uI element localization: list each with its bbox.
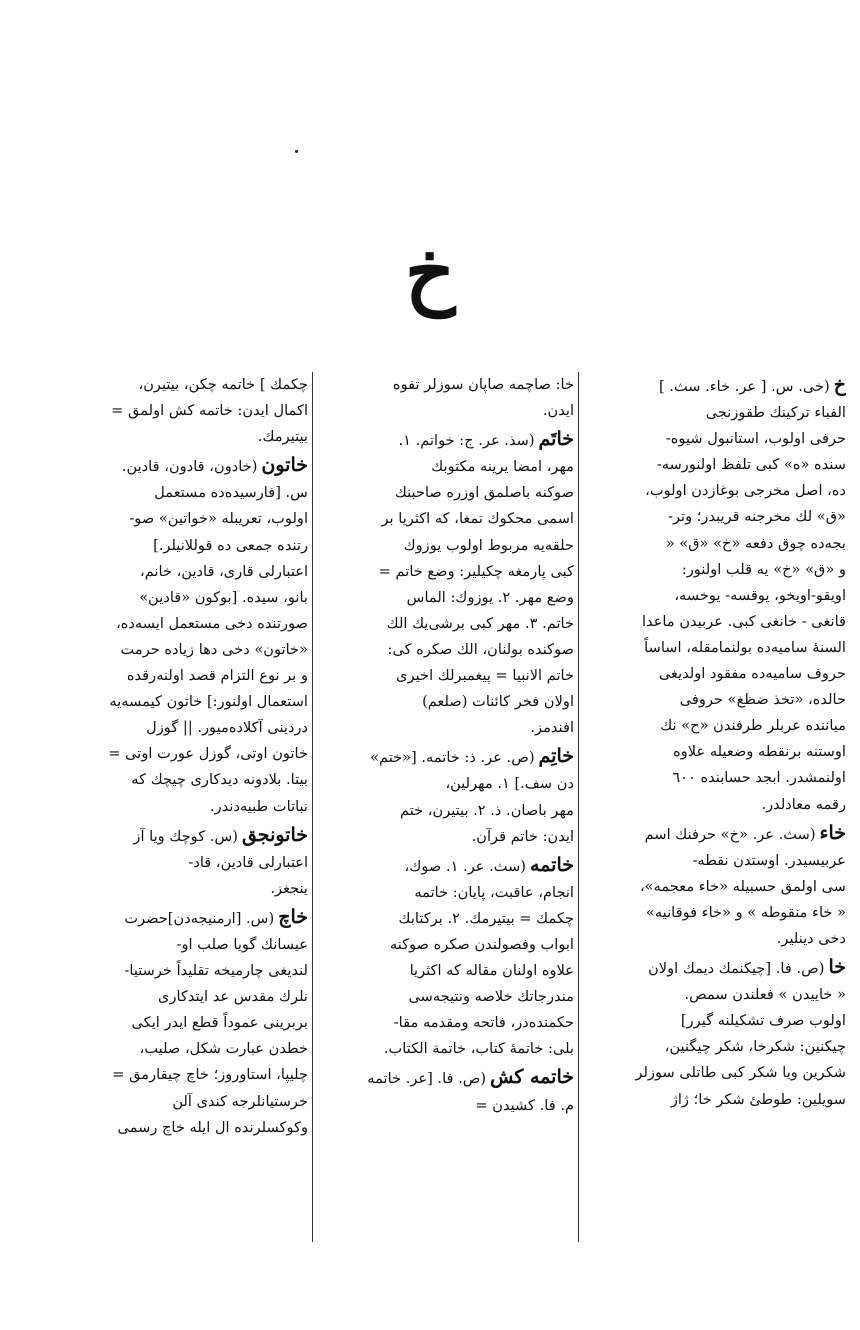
entry-line — [584, 1060, 846, 1086]
entry-text: «ق» لك مخرجنه قریبدر؛ وتر- — [668, 508, 846, 526]
entry-text: کبی پارمغه چکیلیر: وضع خاتم = — [378, 562, 574, 580]
entry-line — [318, 689, 574, 715]
entry-line — [584, 848, 846, 874]
entry-line — [584, 982, 846, 1008]
entry-text: نباتات طبیه‌دندر. — [210, 797, 308, 815]
ink-dot — [295, 150, 298, 153]
entry-text: وضع مهر. ٢. یوزوك: الماس — [406, 588, 574, 606]
entry-text: (س. [ارمنیجه‌دن]حضرت — [124, 909, 275, 927]
entry-text: (خی. س. [ عر. خاء. سث. ] — [658, 378, 830, 395]
entry-text: م. فا. کشیدن = — [475, 1096, 574, 1114]
entry-headword: خا — [828, 956, 846, 979]
entry-line — [584, 820, 846, 848]
dictionary-entry — [318, 852, 574, 1063]
entry-text: اولوب، تعریبله «خواتین» صو- — [129, 510, 308, 528]
entry-line — [584, 954, 846, 982]
entry-text: اولان فخر کائنات (صلعم) — [422, 693, 574, 711]
entry-line — [52, 1089, 308, 1115]
entry-line — [52, 741, 308, 767]
entry-text: چلیپا، استاوروز؛ خاچ چیقارمق = — [112, 1066, 308, 1084]
entry-text: الفباء ترکینك طقوزنجی — [705, 404, 846, 422]
entry-text: صوکنه باصلمق اوزره صاحبنك — [394, 484, 574, 502]
entry-text: مهر، امضا یرینه مکتوبك — [431, 458, 574, 476]
entry-line — [52, 506, 308, 532]
entry-line — [318, 663, 574, 689]
entry-text: بیتیرمك. — [257, 428, 308, 446]
entry-text: رقمه معادلدر. — [761, 795, 846, 813]
entry-text: مندرجاتك خلاصه ونتیجه‌سی — [408, 988, 574, 1006]
entry-line — [584, 739, 846, 765]
entry-line — [52, 637, 308, 663]
entry-line — [52, 932, 308, 958]
column-rule-left — [312, 372, 313, 1242]
entry-line — [318, 1064, 574, 1092]
entry-text: خاتون اوتی، گوزل عورت اوتی = — [108, 745, 308, 763]
entry-text: « خاییدن » فعلندن سمص. — [684, 986, 846, 1004]
entry-text: دن سف.] ١. مهرلین، — [445, 775, 574, 793]
entry-line — [52, 424, 308, 450]
dictionary-entry — [52, 822, 308, 902]
entry-line — [318, 958, 574, 984]
entry-line — [584, 713, 846, 739]
entry-text: علاوه اولنان مقاله که اکثریا — [409, 962, 574, 980]
entry-line — [52, 715, 308, 741]
entry-line — [318, 798, 574, 824]
entry-line — [318, 771, 574, 797]
entry-text: اعتبارلی قادین، قاد- — [188, 853, 308, 871]
entry-line — [584, 452, 846, 478]
dictionary-column-left — [52, 372, 308, 1252]
entry-text: ایدن: خاتم قرآن. — [471, 827, 574, 845]
entry-line — [318, 984, 574, 1010]
entry-line — [584, 504, 846, 530]
entry-line — [52, 1036, 308, 1062]
dictionary-entry — [52, 372, 308, 450]
entry-text: بیتا. بلادونه دیدکاری چیچك که — [131, 771, 308, 789]
entry-text: رتنده جمعی ده قوللانیلر.] — [153, 536, 308, 554]
dictionary-entry — [584, 820, 846, 952]
entry-line — [584, 1008, 846, 1034]
entry-line — [52, 398, 308, 424]
entry-text: السنهٔ سامیه‌ده بولنمامقله، اساساً — [644, 638, 846, 656]
entry-line — [52, 984, 308, 1010]
entry-headword: خاتون — [261, 454, 308, 477]
entry-text: بلی: خاتمهٔ کتاب، خاتمة الکتاب. — [383, 1040, 574, 1058]
entry-line — [584, 1087, 846, 1113]
entry-line — [584, 609, 846, 635]
entry-line — [52, 822, 308, 850]
entry-line — [318, 743, 574, 771]
entry-text: (خادون، قادون، قادین. — [121, 458, 258, 476]
entry-text: «خاتون» دخی دها زیاده حرمت — [120, 640, 308, 658]
dictionary-entry — [318, 426, 574, 741]
entry-line — [318, 1036, 574, 1062]
entry-line — [318, 715, 574, 741]
entry-text: سی اولمق حسبیله «خاء معجمه»، — [639, 877, 846, 895]
entry-line — [318, 852, 574, 880]
entry-headword: خاتَم — [538, 428, 574, 451]
entry-text: خطدن عبارت شکل، صلیب، — [139, 1040, 308, 1058]
entry-text: قانغی - خانغی کبی. عربیدن ماعدا — [642, 612, 846, 630]
entry-text: دخی دینلیر. — [776, 929, 846, 947]
entry-text: بجه‌ده چوق دفعه «خ» «ق» « — [665, 534, 846, 552]
entry-line — [318, 559, 574, 585]
entry-line — [52, 372, 308, 398]
entry-line — [584, 478, 846, 504]
entry-line — [584, 900, 846, 926]
dictionary-entry — [52, 904, 308, 1141]
entry-text: خاتم. ٣. مهر کبی برشی‌یك الك — [386, 614, 574, 632]
entry-line — [52, 585, 308, 611]
entry-line — [584, 661, 846, 687]
entry-line — [318, 454, 574, 480]
column-rule-right — [578, 372, 579, 1242]
entry-line — [318, 506, 574, 532]
entry-line — [318, 637, 574, 663]
entry-line — [584, 372, 846, 400]
entry-text: و «ق» «خ» یه قلب اولنور: — [681, 560, 846, 578]
entry-line — [318, 480, 574, 506]
entry-text: اویقو-اویخو، یوقسه- یوخسه، — [674, 586, 846, 604]
entry-line — [52, 767, 308, 793]
dictionary-entry — [318, 1064, 574, 1118]
dictionary-entry — [318, 372, 574, 424]
entry-text: حکمنده‌در، فاتحه ومقدمه مقا- — [393, 1014, 574, 1032]
entry-text: حالده، «تخذ ضظغ» حروفی — [679, 691, 846, 709]
entry-text: صوکنده بولنان، الك صکره کی: — [387, 640, 574, 658]
entry-line — [52, 850, 308, 876]
entry-line — [584, 583, 846, 609]
entry-text: (ص. فا. [چیکنمك دیمك اولان — [648, 960, 825, 978]
entry-text: (ص. عر. ذ: خاتمه. [«ختم» — [370, 749, 535, 767]
entry-line — [318, 932, 574, 958]
entry-line — [52, 689, 308, 715]
entry-text: خا: صاچمه صاپان سوزلر تفوه — [392, 376, 574, 393]
entry-text: حرفی اولوب، استانبول شیوه- — [665, 430, 846, 448]
entry-line — [584, 792, 846, 818]
dictionary-entry — [52, 452, 308, 819]
entry-line — [584, 1034, 846, 1060]
entry-text: سنده «ه» کبی تلفظ اولنورسه- — [656, 456, 846, 474]
entry-headword: خاتمه کش — [490, 1066, 574, 1089]
entry-text: حروف سامیه‌ده مفقود اولدیغی — [658, 665, 846, 683]
entry-text: عربیسیدر. اوستدن نقطه- — [692, 851, 846, 869]
entry-text: مهر باصان. ذ. ٢. بیتیرن، ختم — [399, 801, 574, 819]
entry-headword: خ — [833, 374, 846, 396]
entry-text: حلقه‌یه مربوط اولوب یوزوك — [403, 536, 574, 554]
entry-text: عیسانك گویا صلب او- — [176, 935, 308, 953]
entry-line — [52, 1062, 308, 1088]
entry-line — [584, 687, 846, 713]
entry-line — [52, 1010, 308, 1036]
entry-text: چکمك ] خاتمه چکن، بیتیرن، — [138, 376, 308, 393]
entry-text: (س. کوچك ویا آز — [133, 827, 238, 845]
entry-line — [584, 926, 846, 952]
entry-text: نلرك مقدس عد ایتدکاری — [158, 988, 308, 1006]
entry-text: (سذ. عر. ج: خواتم. ١. — [398, 432, 535, 450]
dictionary-column-right — [584, 372, 846, 1252]
entry-line — [584, 531, 846, 557]
entry-text: اوستنه برنقطه وضعیله علاوه — [673, 743, 846, 761]
entry-text: س. [فارسیده‌ده مستعمل — [154, 484, 308, 502]
entry-line — [52, 794, 308, 820]
entry-line — [318, 372, 574, 398]
section-letter: خ — [404, 227, 456, 318]
entry-text: و بر نوع التزام قصد اولنه‌رقده — [126, 667, 308, 685]
entry-line — [318, 533, 574, 559]
entry-line — [318, 906, 574, 932]
entry-text: میاننده عربلر طرفندن «ح» نك — [660, 717, 846, 735]
entry-line — [318, 426, 574, 454]
entry-text: لندیغی چارمیخه تقلیداً خرستیا- — [124, 962, 308, 980]
entry-text: اسمی محکوك تمغا، که اکثریا بر — [381, 510, 574, 528]
entry-text: صورتنده دخی مستعمل ایسه‌ده، — [116, 614, 308, 632]
entry-line — [52, 533, 308, 559]
dictionary-entry — [584, 372, 846, 818]
entry-text: خاتم الانبیا = پیغمبرلك اخیری — [396, 667, 574, 685]
dictionary-entry — [584, 954, 846, 1113]
entry-line — [318, 1093, 574, 1119]
entry-headword: خاچ — [278, 905, 308, 928]
entry-line — [584, 635, 846, 661]
entry-text: وکوکسلرنده ال ایله خاچ رسمی — [117, 1118, 308, 1136]
entry-text: سویلین: طوطیٔ شکر خا؛ ژاژ — [670, 1090, 846, 1108]
entry-text: افندمز. — [530, 719, 574, 737]
entry-line — [318, 398, 574, 424]
entry-text: ایدن. — [542, 402, 574, 420]
entry-text: خرستیانلرجه کندی آلن — [172, 1092, 308, 1110]
entry-line — [584, 557, 846, 583]
entry-line — [52, 958, 308, 984]
entry-text: « خاء منقوطه » و «خاء فوقانیه» — [645, 903, 846, 921]
entry-text: (سث. عر. ١. صوك، — [404, 857, 526, 875]
entry-headword: خاتمه — [530, 853, 574, 876]
entry-line — [52, 904, 308, 932]
entry-line — [584, 400, 846, 426]
entry-line — [318, 1010, 574, 1036]
entry-headword: خاء — [819, 821, 846, 844]
entry-line — [318, 880, 574, 906]
entry-text: چکمك = بیتیرمك. ٢. برکتابك — [398, 909, 574, 927]
entry-headword: خاتونجق — [241, 823, 308, 846]
entry-line — [584, 874, 846, 900]
entry-line — [584, 765, 846, 791]
entry-line — [52, 452, 308, 480]
entry-line — [318, 824, 574, 850]
entry-headword: خاتِم — [538, 745, 574, 768]
entry-text: (سث. عر. «خ» حرفنك اسم — [644, 825, 816, 843]
entry-text: استعمال اولنور:] خاتون کیمسه‌یه — [109, 693, 308, 711]
entry-line — [318, 611, 574, 637]
entry-text: اکمال ایدن: خاتمه کش اولمق = — [111, 402, 308, 420]
entry-line — [584, 426, 846, 452]
entry-text: اولوب صرف تشکیلنه گیرر] — [680, 1012, 846, 1030]
entry-line — [318, 585, 574, 611]
entry-text: چیکنین: شکرخا، شکر چیگنین، — [664, 1038, 846, 1056]
entry-text: ینجغز. — [270, 879, 308, 897]
entry-text: دردینی آکلاده‌میور. || گوزل — [146, 719, 308, 737]
entry-line — [52, 480, 308, 506]
entry-text: شکرین ویا شکر کبی طاتلی سوزلر — [635, 1064, 846, 1082]
entry-text: اولنمشدر. ابجد حسابنده ٦٠٠ — [672, 769, 846, 787]
entry-line — [52, 663, 308, 689]
entry-text: اعتبارلی قاری، قادین، خانم، — [140, 562, 308, 580]
entry-line — [52, 611, 308, 637]
entry-line — [52, 1115, 308, 1141]
entry-text: ده، اصل مخرجی بوغازدن اولوب، — [645, 482, 846, 500]
dictionary-entry — [318, 743, 574, 849]
entry-text: بربرینی عموداً قطع ایدر ایکی — [131, 1014, 308, 1032]
entry-text: بانو، سیده. [بوکون «قادین» — [139, 588, 308, 606]
entry-text: ابواب وفصولندن صکره صوکنه — [389, 935, 574, 953]
entry-text: (ص. فا. [عر. خاتمه — [367, 1070, 487, 1088]
entry-text: انجام، عاقبت، پایان: خاتمه — [414, 883, 574, 901]
entry-line — [52, 876, 308, 902]
entry-line — [52, 559, 308, 585]
dictionary-column-middle — [318, 372, 574, 1252]
